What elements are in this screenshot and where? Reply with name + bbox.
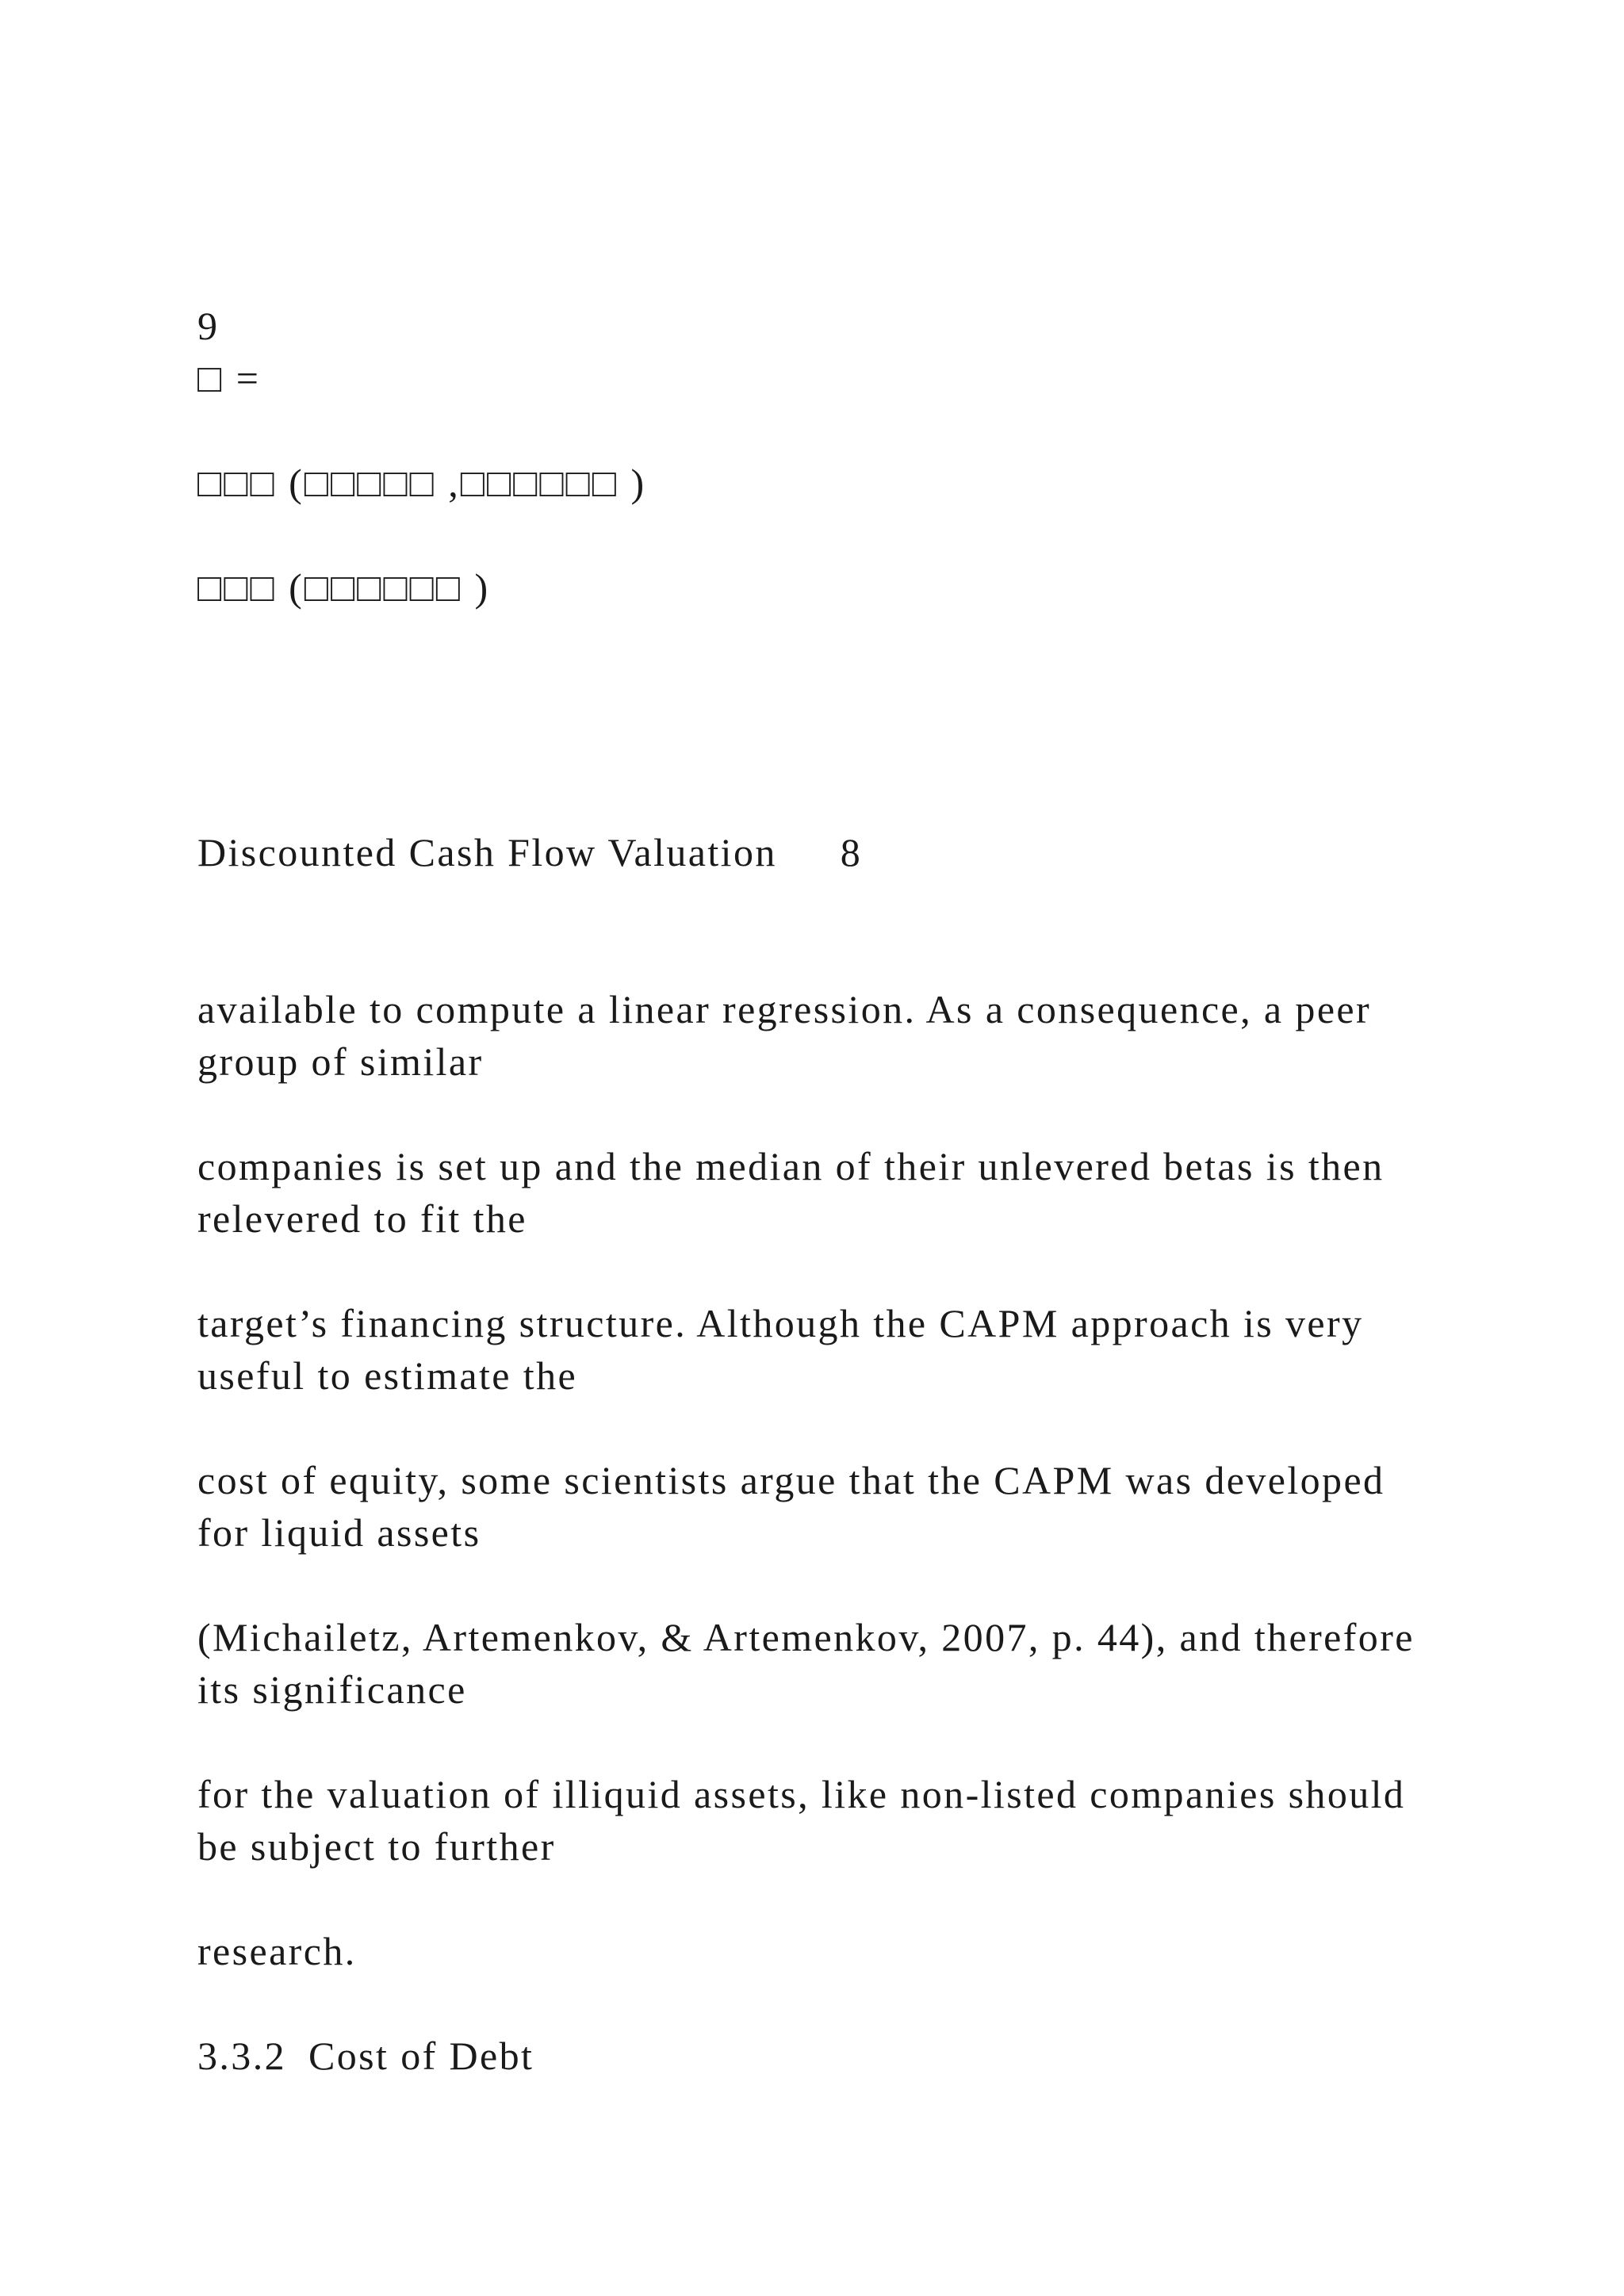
- section-number: 3.3.2: [197, 2034, 286, 2078]
- paragraph-2: companies is set up and the median of their unlevered betas is then relevered to fit the: [197, 1144, 1385, 1241]
- running-title: Discounted Cash Flow Valuation: [197, 830, 777, 874]
- running-header: [197, 826, 862, 878]
- paragraph-4: cost of equity, some scientists argue that the CAPM was developed for liquid assets: [197, 1458, 1385, 1555]
- formula-numerator: □□□ (□□□□□ ,□□□□□□ ): [197, 461, 647, 505]
- paragraph-5: (Michailetz, Artemenkov, & Artemenkov, 2007, p. 44), and therefore its significance: [197, 1615, 1415, 1712]
- paragraph-7: research.: [197, 1929, 357, 1973]
- formula-denominator: □□□ (□□□□□□ ): [197, 565, 491, 610]
- page-number: 8: [840, 830, 863, 874]
- section-title: Cost of Debt: [308, 2034, 534, 2078]
- formula-lhs: □ =: [197, 356, 261, 400]
- footnote-number: 9: [197, 304, 220, 348]
- section-heading: [197, 2030, 534, 2082]
- paragraph-1: available to compute a linear regression. As a consequence, a peer group of similar: [197, 987, 1372, 1084]
- paragraph-3: target’s financing structure. Although the CAPM approach is very useful to estimate the: [197, 1301, 1364, 1398]
- paragraph-6: for the valuation of illiquid assets, like non-listed companies should be subject to further: [197, 1772, 1406, 1869]
